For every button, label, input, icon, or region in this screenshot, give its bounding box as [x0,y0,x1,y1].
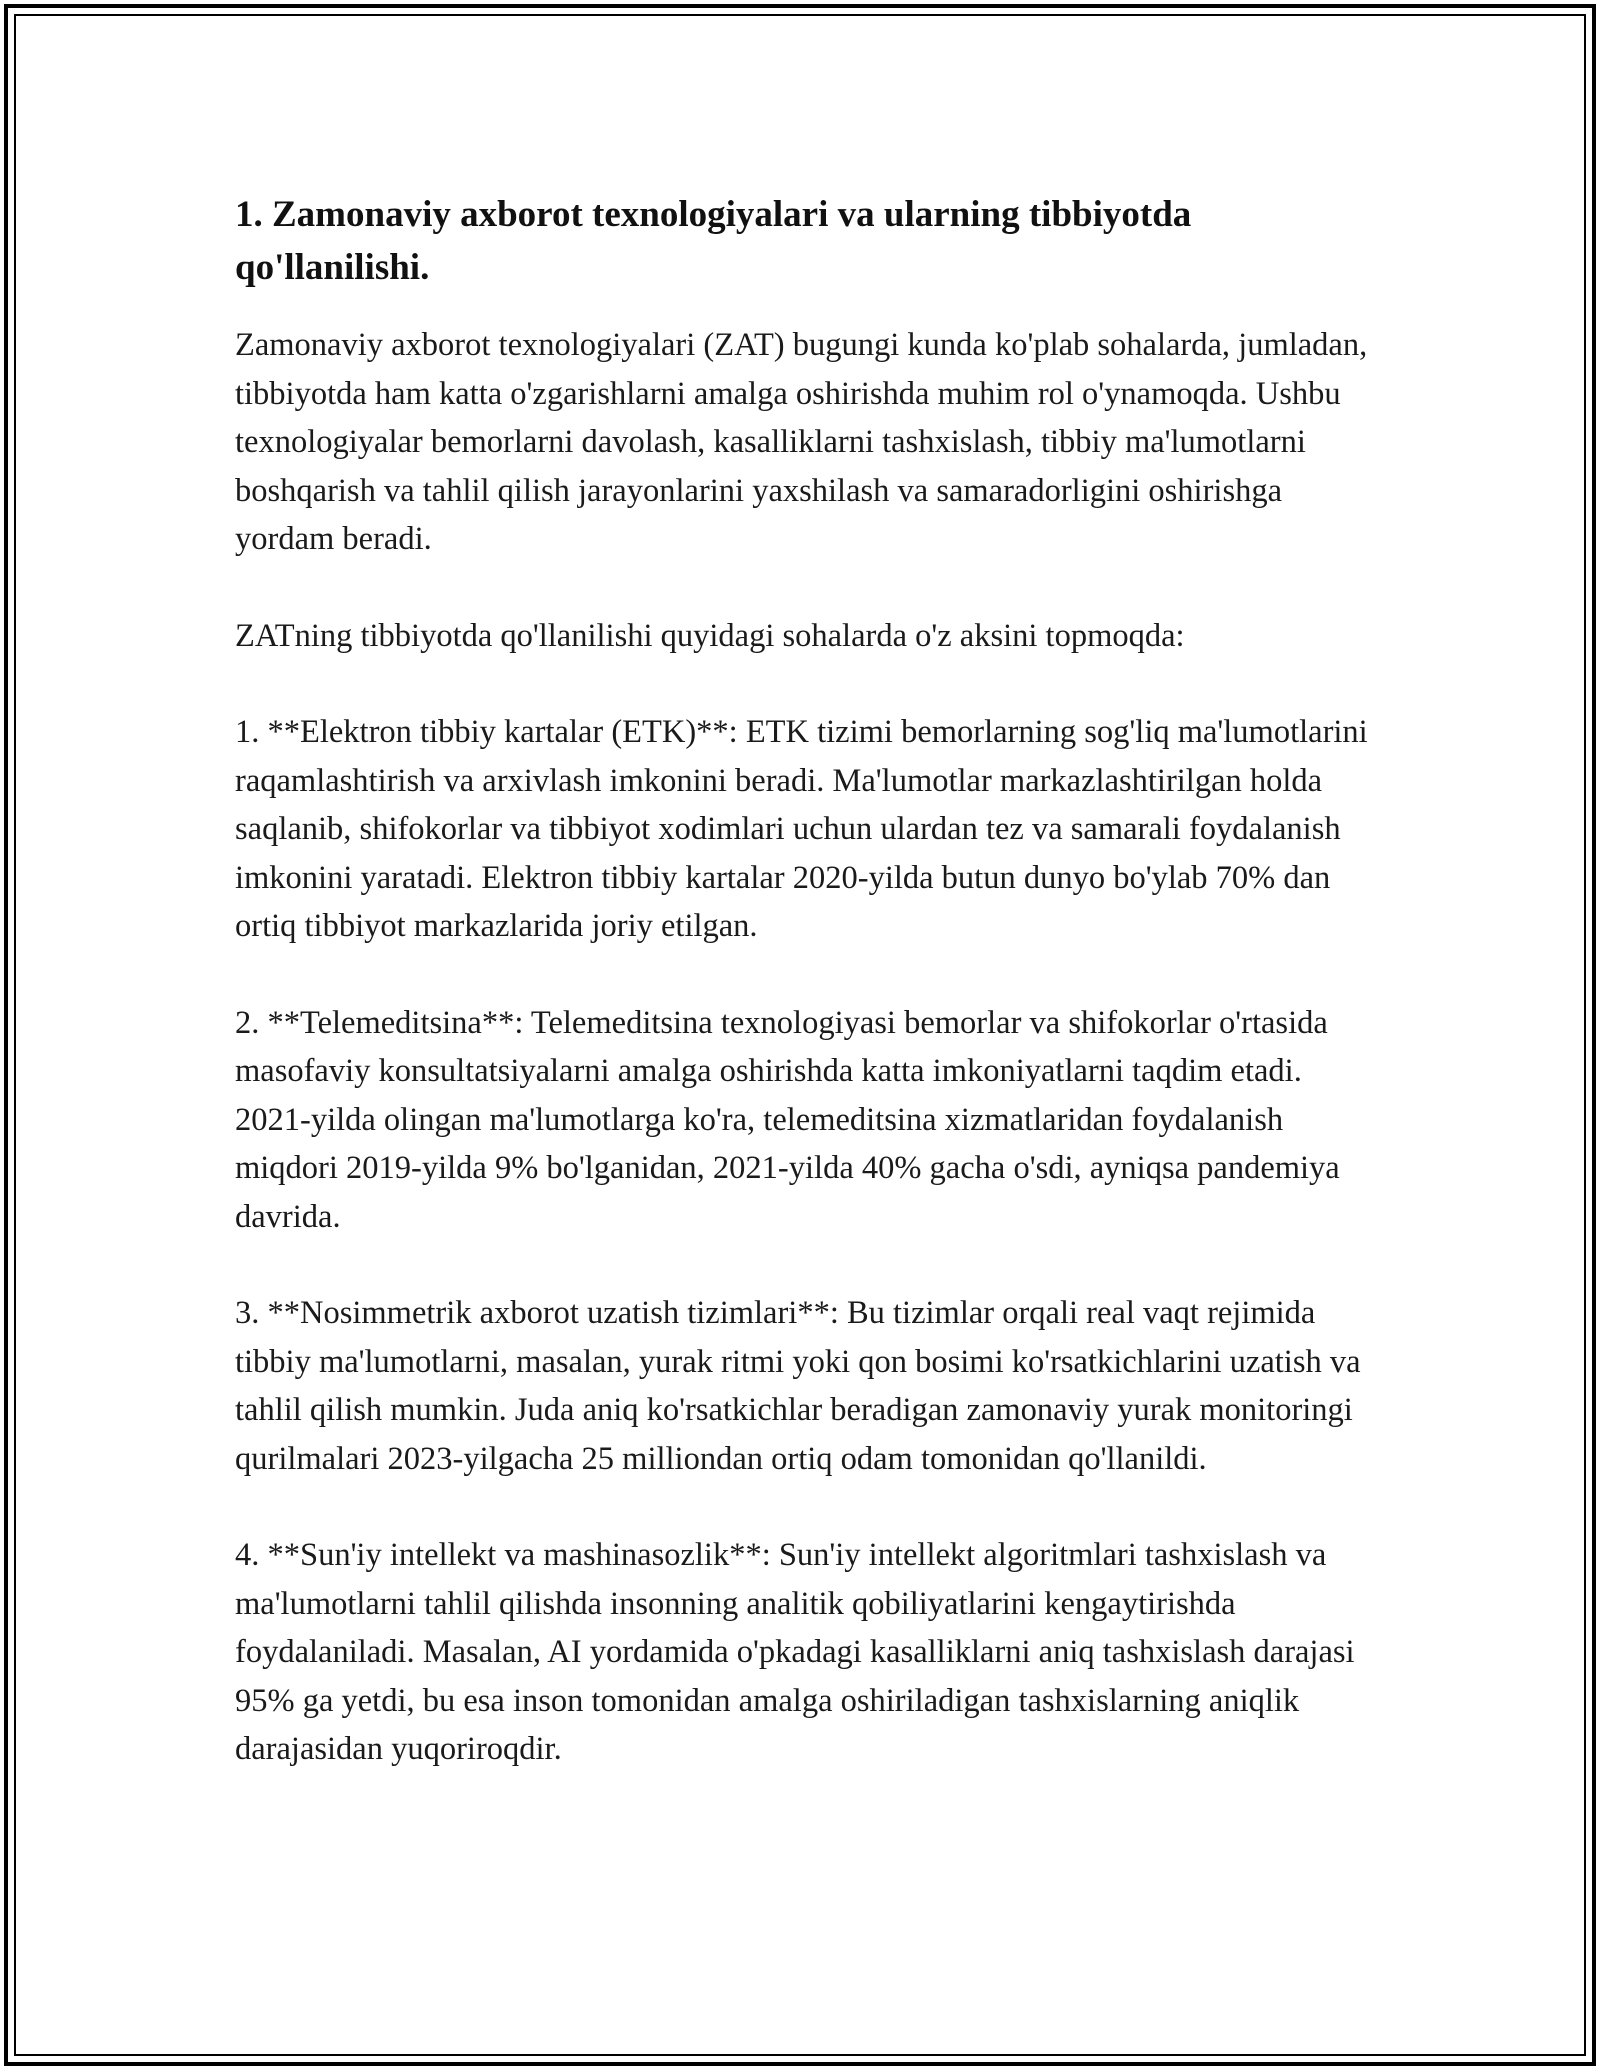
list-item-etk: 1. **Elektron tibbiy kartalar (ETK)**: ETK tizimi bemorlarning sog'liq ma'lumotlarini raqamlashtirish va arxivlash imkonini beradi. Ma'lumotlar markazlashtirilgan holda saqlanib, shifokorlar va tibbiyot xodimlari uchun ulardan tez va samarali foydalanish imkonini yaratadi. Elektron tibbiy kartalar 2020-yilda butun dunyo bo'ylab 70% dan ortiq tibbiyot markazlarida joriy etilgan. [235,714,1368,944]
list-item-telemeditsina: 2. **Telemeditsina**: Telemeditsina texnologiyasi bemorlar va shifokorlar o'rtasida masofaviy konsultatsiyalarni amalga oshirishda katta imkoniyatlarni taqdim etadi. 2021-yilda olingan ma'lumotlarga ko'ra, telemeditsina xizmatlaridan foydalanish miqdori 2019-yilda 9% bo'lganidan, 2021-yilda 40% gacha o'sdi, ayniqsa pandemiya davrida. [235,1004,1340,1235]
list-item-nosimmetrik: 3. **Nosimmetrik axborot uzatish tizimlari**: Bu tizimlar orqali real vaqt rejimida tibbiy ma'lumotlarni, masalan, yurak ritmi yoki qon bosimi ko'rsatkichlarini uzatish va tahlil qilish mumkin. Juda aniq ko'rsatkichlar beradigan zamonaviy yurak monitoringi qurilmalari 2023-yilgacha 25 milliondan ortiq odam tomonidan qo'llanildi. [235,1295,1361,1477]
intro-paragraph: Zamonaviy axborot texnologiyalari (ZAT) bugungi kunda ko'plab sohalarda, jumladan, tibbiyotda ham katta o'zgarishlarni amalga oshirishda muhim rol o'ynamoqda. Ushbu texnologiyalar bemorlarni davolash, kasalliklarni tashxislash, tibbiy ma'lumotlarni boshqarish va tahlil qilish jarayonlarini yaxshilash va samaradorligini oshirishga yordam beradi. [235,327,1368,557]
list-item-suniy-intellekt: 4. **Sun'iy intellekt va mashinasozlik**: Sun'iy intellekt algoritmlari tashxislash va ma'lumotlarni tahlil qilishda insonning analitik qobiliyatlarini kengaytirishda foydalaniladi. Masalan, AI yordamida o'pkadagi kasalliklarni aniq tashxislash darajasi 95% ga yetdi, bu esa inson tomonidan amalga oshiriladigan tashxislarning aniqlik darajasidan yuqoriroqdir. [235,1537,1355,1767]
document-page [235,188,1375,1822]
document-title: 1. Zamonaviy axborot texnologiyalari va ularning tibbiyotda qo'llanilishi. [235,194,1192,288]
list-intro-paragraph: ZATning tibbiyotda qo'llanilishi quyidagi sohalarda o'z aksini topmoqda: [235,617,1185,654]
